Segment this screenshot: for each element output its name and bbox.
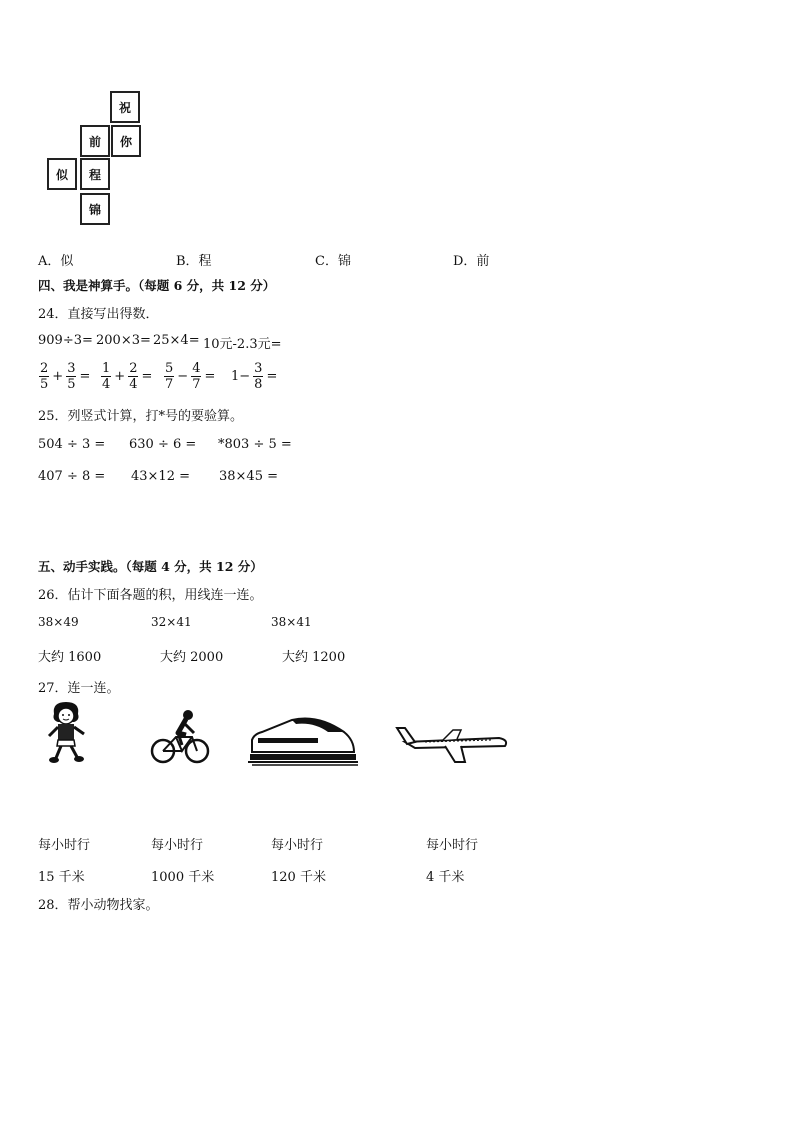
operator: +	[114, 369, 126, 384]
q24-item: 10元-2.3元=	[203, 337, 282, 352]
q25-item: 504 ÷ 3 =	[38, 437, 106, 452]
numerator: 3	[67, 361, 76, 376]
airplane-image	[395, 722, 510, 766]
operator: −	[177, 369, 189, 384]
high-speed-train-image	[248, 712, 358, 768]
q24-item: 909÷3=	[38, 333, 93, 348]
option-d: D．前	[453, 254, 490, 269]
question-24-title: 24．直接写出得数．	[38, 307, 159, 322]
q26-estimate: 大约 1600	[38, 650, 102, 665]
denominator: 5	[40, 377, 49, 392]
section-4-title: 四、我是神算手。（每题 6 分，共 12 分）	[38, 278, 276, 293]
q25-item: 43×12 =	[131, 469, 191, 484]
speed-prefix: 每小时行	[271, 838, 324, 853]
q26-product: 38×49	[38, 615, 79, 629]
question-26-title: 26．估计下面各题的积，用线连一连。	[38, 588, 263, 603]
q26-estimate: 大约 2000	[160, 650, 224, 665]
option-c: C．锦	[315, 254, 351, 269]
cube-net-cell: 你	[111, 125, 141, 157]
q24-item: 200×3=	[96, 333, 151, 348]
speed-prefix: 每小时行	[426, 838, 479, 853]
denominator: 7	[165, 377, 174, 392]
leading-term: 1−	[231, 369, 251, 384]
numerator: 2	[129, 361, 138, 376]
question-27-title: 27．连一连。	[38, 681, 120, 696]
fraction-expression	[38, 362, 92, 391]
denominator: 8	[254, 377, 263, 392]
cube-net-cell: 锦	[80, 193, 110, 225]
equals-sign: =	[204, 369, 216, 384]
speed-value: 1000 千米	[151, 870, 215, 885]
q25-item: 38×45 =	[219, 469, 279, 484]
section-5-title: 五、动手实践。（每题 4 分，共 12 分）	[38, 559, 263, 574]
speed-value: 120 千米	[271, 870, 326, 885]
numerator: 5	[165, 361, 174, 376]
numerator: 4	[192, 361, 201, 376]
cyclist-image	[150, 707, 210, 767]
cube-net-cell: 祝	[110, 91, 140, 123]
q26-estimate: 大约 1200	[282, 650, 346, 665]
speed-prefix: 每小时行	[151, 838, 204, 853]
numerator: 1	[102, 361, 111, 376]
cube-net-cell: 程	[80, 158, 110, 190]
q25-item: *803 ÷ 5 =	[218, 437, 292, 452]
equals-sign: =	[266, 369, 278, 384]
denominator: 7	[192, 377, 201, 392]
equals-sign: =	[141, 369, 153, 384]
q26-product: 38×41	[271, 615, 312, 629]
option-b: B．程	[176, 254, 212, 269]
cube-net-cell: 前	[80, 125, 110, 157]
walking-child-image	[44, 700, 90, 764]
speed-value: 15 千米	[38, 870, 85, 885]
question-28-title: 28．帮小动物找家。	[38, 898, 159, 913]
q25-item: 407 ÷ 8 =	[38, 469, 106, 484]
cube-net-cell: 似	[47, 158, 77, 190]
speed-value: 4 千米	[426, 870, 465, 885]
equals-sign: =	[79, 369, 91, 384]
question-25-title: 25．列竖式计算，打*号的要验算。	[38, 409, 244, 424]
numerator: 3	[254, 361, 263, 376]
q25-item: 630 ÷ 6 =	[129, 437, 197, 452]
fraction-expression	[229, 362, 279, 391]
fraction-expression	[100, 362, 154, 391]
q24-item: 25×4=	[153, 333, 200, 348]
fraction-expression	[163, 362, 217, 391]
operator: +	[52, 369, 64, 384]
speed-prefix: 每小时行	[38, 838, 91, 853]
numerator: 2	[40, 361, 49, 376]
q26-product: 32×41	[151, 615, 192, 629]
denominator: 5	[67, 377, 76, 392]
option-a: A．似	[38, 254, 74, 269]
denominator: 4	[102, 377, 111, 392]
denominator: 4	[129, 377, 138, 392]
